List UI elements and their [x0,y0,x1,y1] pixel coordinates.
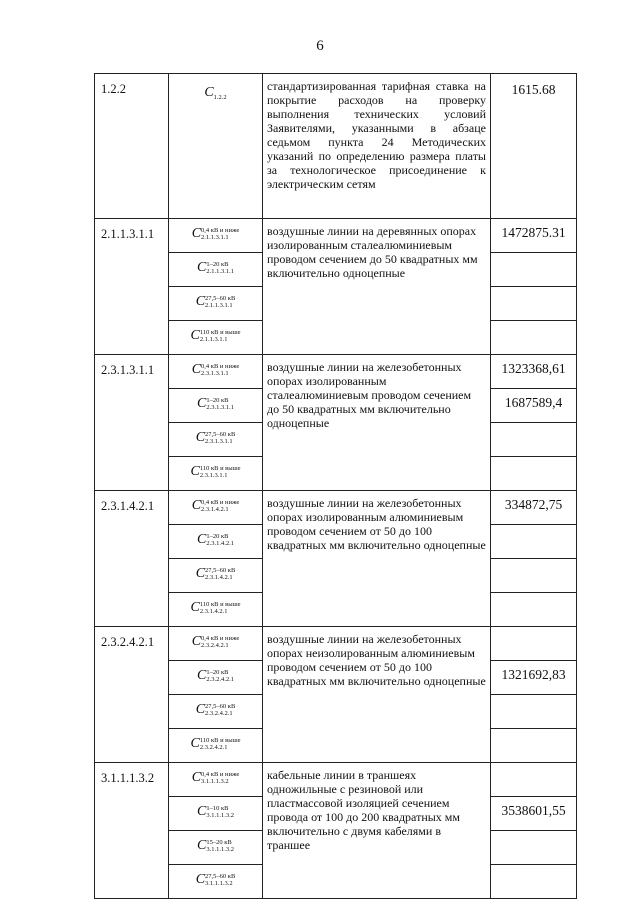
symbol-letter: C [190,464,200,479]
tariff-symbol [169,593,263,627]
symbol-letter: C [195,430,206,445]
tariff-value [491,253,577,287]
symbol-superscript: 27,5–60 кВ [205,873,236,881]
row-code: 2.3.1.3.1.1 [95,355,169,491]
tariff-value [491,321,577,355]
symbol-subscript: 2.3.1.3.1.1 [199,472,228,480]
tariff-value [491,695,577,729]
tariff-value [491,729,577,763]
row-description: стандартизированная тарифная ставка на покрытие расходов на проверку выполнения технических условий Заявителями, указанными в абзаце седьмом пункта 24 Методических указаний по определению размера платы за технологическое присоединение к электрическим сетям [263,74,491,219]
symbol-subscript: 2.3.1.4.2.1 [201,506,229,514]
table-row [95,491,577,525]
row-code: 2.3.1.4.2.1 [95,491,169,627]
symbol-letter: C [191,226,202,241]
symbol-subscript: 2.3.2.4.2.1 [205,710,233,718]
tariff-symbol [169,797,263,831]
symbol-subscript: 2.3.1.4.2.1 [205,574,233,582]
tariff-value [491,559,577,593]
symbol-subscript: 2.1.1.3.1.1 [206,268,234,276]
tariff-value [491,593,577,627]
symbol-subscript: 2.1.1.3.1.1 [205,302,233,310]
symbol-subscript: 2.3.2.4.2.1 [199,744,228,752]
symbol-subscript: 2.3.1.3.1.1 [205,438,233,446]
tariff-value [491,423,577,457]
tariff-symbol [169,253,263,287]
symbol-letter: C [190,736,200,751]
tariff-symbol [169,763,263,797]
symbol-superscript: 27,5–60 кВ [205,431,236,439]
symbol-subscript: 2.3.1.4.2.1 [199,608,228,616]
tariff-table [94,73,577,899]
row-description: воздушные линии на железобетонных опорах изолированным алюминиевым проводом сечением от 50 до 100 квадратных мм включительно одноцепные [263,491,491,627]
symbol-letter: C [197,668,207,683]
row-code: 2.1.1.3.1.1 [95,219,169,355]
symbol-letter: C [197,804,207,819]
tariff-value: 1323368,61 [491,355,577,389]
symbol-letter: C [191,498,202,513]
page-number: 6 [316,38,324,54]
table-row [95,763,577,797]
symbol-subscript: 2.1.1.3.1.1 [199,336,228,344]
symbol-superscript: 0,4 кВ и ниже [201,771,240,779]
symbol-subscript: 2.3.2.4.2.1 [201,642,229,650]
tariff-value: 1687589,4 [491,389,577,423]
tariff-value [491,457,577,491]
symbol-superscript: 1–20 кВ [206,261,229,269]
tariff-symbol [169,661,263,695]
symbol-subscript: 2.3.1.3.1.1 [201,370,229,378]
tariff-symbol [169,729,263,763]
tariff-symbol [169,559,263,593]
symbol-letter: C [191,362,202,377]
tariff-value [491,763,577,797]
symbol-letter: C [190,600,200,615]
symbol-letter: C [197,532,207,547]
symbol-subscript: 3.1.1.1.3.2 [201,778,229,786]
tariff-value [491,627,577,661]
tariff-symbol [169,865,263,899]
symbol-letter: C [195,872,206,887]
symbol-superscript: 1–20 кВ [206,397,229,405]
row-code: 1.2.2 [95,74,169,219]
symbol-superscript: 1–20 кВ [206,533,229,541]
symbol-letter: C [190,328,200,343]
tariff-value [491,865,577,899]
tariff-symbol [169,423,263,457]
symbol-subscript: 1.2.2 [213,94,227,101]
symbol-letter: C [195,702,206,717]
symbol-letter: C [197,260,207,275]
symbol-superscript: 0,4 кВ и ниже [201,363,240,371]
row-description: воздушные линии на деревянных опорах изолированным сталеалюминиевым проводом сечением до 50 квадратных мм включительно одноцепные [263,219,491,355]
row-description: воздушные линии на железобетонных опорах изолированным сталеалюминиевым проводом сечением до 50 квадратных мм включительно одноцепные [263,355,491,491]
symbol-letter: C [197,838,207,853]
symbol-subscript: 2.3.2.4.2.1 [206,676,234,684]
symbol-superscript: 110 кВ и выше [199,601,241,609]
tariff-symbol [169,389,263,423]
tariff-symbol [169,321,263,355]
row-code: 3.1.1.1.3.2 [95,763,169,899]
tariff-value: 3538601,55 [491,797,577,831]
symbol-superscript: 15–20 кВ [206,839,232,847]
symbol-subscript: 3.1.1.1.3.2 [206,812,234,820]
symbol-letter: C [191,770,202,785]
tariff-symbol [169,287,263,321]
symbol-superscript: 0,4 кВ и ниже [201,499,240,507]
symbol-letter: C [191,634,202,649]
symbol-subscript: 2.3.1.4.2.1 [206,540,234,548]
table-row [95,219,577,253]
tariff-value [491,831,577,865]
tariff-symbol [169,219,263,253]
symbol-superscript: 110 кВ и выше [199,329,241,337]
tariff-symbol [169,355,263,389]
symbol-superscript: 1–10 кВ [206,805,229,813]
table-row [95,627,577,661]
symbol-superscript: 27,5–60 кВ [205,567,236,575]
symbol-subscript: 3.1.1.1.3.2 [206,846,234,854]
symbol-superscript: 1–20 кВ [206,669,229,677]
table-row [95,74,577,219]
tariff-symbol [169,831,263,865]
tariff-value [491,287,577,321]
tariff-symbol [169,74,263,219]
tariff-value: 1472875.31 [491,219,577,253]
symbol-superscript: 27,5–60 кВ [205,295,236,303]
row-code: 2.3.2.4.2.1 [95,627,169,763]
symbol-subscript: 3.1.1.1.3.2 [205,880,233,888]
table-row [95,355,577,389]
tariff-value: 1321692,83 [491,661,577,695]
symbol-subscript: 2.1.1.3.1.1 [201,234,229,242]
tariff-symbol [169,491,263,525]
tariff-value [491,525,577,559]
symbol-subscript: 2.3.1.3.1.1 [206,404,234,412]
tariff-value: 1615.68 [491,74,577,219]
tariff-value: 334872,75 [491,491,577,525]
tariff-symbol [169,627,263,661]
symbol-letter: C [197,396,207,411]
symbol-superscript: 27,5–60 кВ [205,703,236,711]
symbol-letter: C [195,294,206,309]
symbol-superscript: 110 кВ и выше [199,737,241,745]
symbol-superscript: 110 кВ и выше [199,465,241,473]
row-description: воздушные линии на железобетонных опорах неизолированным алюминиевым проводом сечением от 50 до 100 квадратных мм включительно одноцепные [263,627,491,763]
symbol-superscript: 0,4 кВ и ниже [201,227,240,235]
symbol-superscript: 0,4 кВ и ниже [201,635,240,643]
tariff-symbol [169,525,263,559]
symbol-letter: C [195,566,206,581]
tariff-symbol [169,457,263,491]
symbol-letter: C [204,85,214,100]
tariff-symbol [169,695,263,729]
row-description: кабельные линии в траншеях одножильные с резиновой или пластмассовой изоляцией сечением провода от 100 до 200 квадратных мм включительно с двумя кабелями в траншее [263,763,491,899]
